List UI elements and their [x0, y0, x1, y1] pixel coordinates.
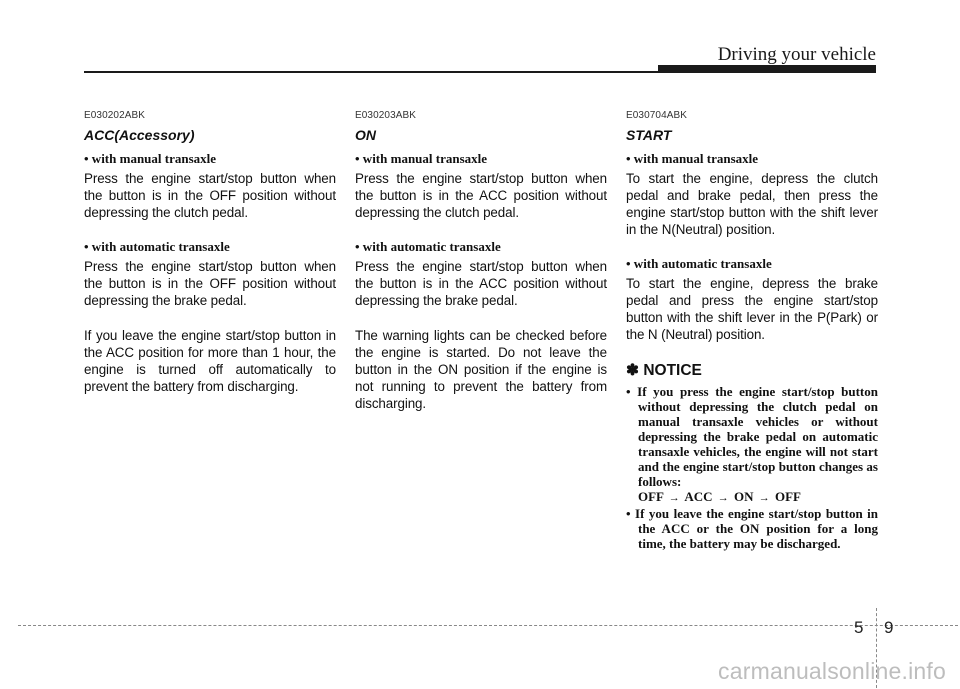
notice-title: NOTICE [643, 362, 702, 379]
arrow-right-icon: → [668, 492, 680, 504]
section-code: E030202ABK [84, 110, 146, 121]
arrow-right-icon: → [758, 492, 770, 504]
paragraph: Press the engine start/stop button when the button is in the OFF position without depressing the brake pedal. [84, 259, 336, 308]
section-code: E030704ABK [626, 110, 688, 121]
footer-rule [18, 625, 958, 626]
paragraph: Press the engine start/stop button when the button is in the ACC position without depressing the brake pedal. [355, 259, 607, 308]
header-title: Driving your vehicle [717, 44, 876, 65]
subheading-manual: • with manual transaxle [626, 151, 759, 166]
state-acc: ACC [684, 489, 713, 504]
subheading-automatic: • with automatic transaxle [355, 239, 501, 254]
section-code: E030203ABK [355, 110, 417, 121]
chapter-number: 5 [854, 618, 864, 637]
arrow-right-icon: → [717, 492, 729, 504]
notice-item: • If you leave the engine start/stop button in the ACC or the ON position for a long time, the battery may be discharged. [626, 506, 878, 551]
notice-heading [626, 361, 878, 380]
paragraph: Press the engine start/stop button when the button is in the OFF position without depressing the clutch pedal. [84, 171, 336, 220]
state-sequence [638, 489, 801, 504]
section-start [626, 110, 878, 551]
paragraph: If you leave the engine start/stop button in the ACC position for more than 1 hour, the engine is turned off automatically to prevent the battery from discharging. [84, 328, 336, 394]
subheading-automatic: • with automatic transaxle [84, 239, 230, 254]
notice-list [626, 384, 878, 551]
watermark: carmanualsonline.info [718, 658, 946, 684]
section-on [355, 110, 607, 430]
notice-item-text: • If you press the engine start/stop button without depressing the clutch pedal on manual transaxle vehicles or without depressing the brake pedal on automatic transaxle vehicles, the engine will not start and the engine start/stop button changes as follows: [626, 384, 878, 489]
paragraph: The warning lights can be checked before the engine is started. Do not leave the button in the ON position if the engine is not running to prevent the battery from discharging. [355, 328, 607, 411]
section-title: ON [355, 127, 376, 143]
state-off-final: OFF [774, 489, 801, 504]
section-title: START [626, 127, 672, 143]
paragraph: To start the engine, depress the clutch pedal and brake pedal, then press the engine start/stop button with the shift lever in the N(Neutral) position. [626, 171, 878, 237]
header-rule-accent [658, 65, 876, 72]
paragraph: Press the engine start/stop button when the button is in the ACC position without depressing the clutch pedal. [355, 171, 607, 220]
subheading-automatic: • with automatic transaxle [626, 256, 772, 271]
state-off: OFF [638, 489, 664, 504]
notice-item [626, 384, 878, 506]
notice-icon: ✽ [626, 362, 639, 379]
state-on: ON [733, 489, 754, 504]
subheading-manual: • with manual transaxle [355, 151, 488, 166]
subheading-manual: • with manual transaxle [84, 151, 217, 166]
page-number: 9 [884, 618, 894, 637]
section-acc [84, 110, 336, 413]
section-title: ACC(Accessory) [84, 127, 195, 143]
paragraph: To start the engine, depress the brake pedal and press the engine start/stop button with the shift lever in the P(Park) or the N (Neutral) position. [626, 276, 878, 342]
